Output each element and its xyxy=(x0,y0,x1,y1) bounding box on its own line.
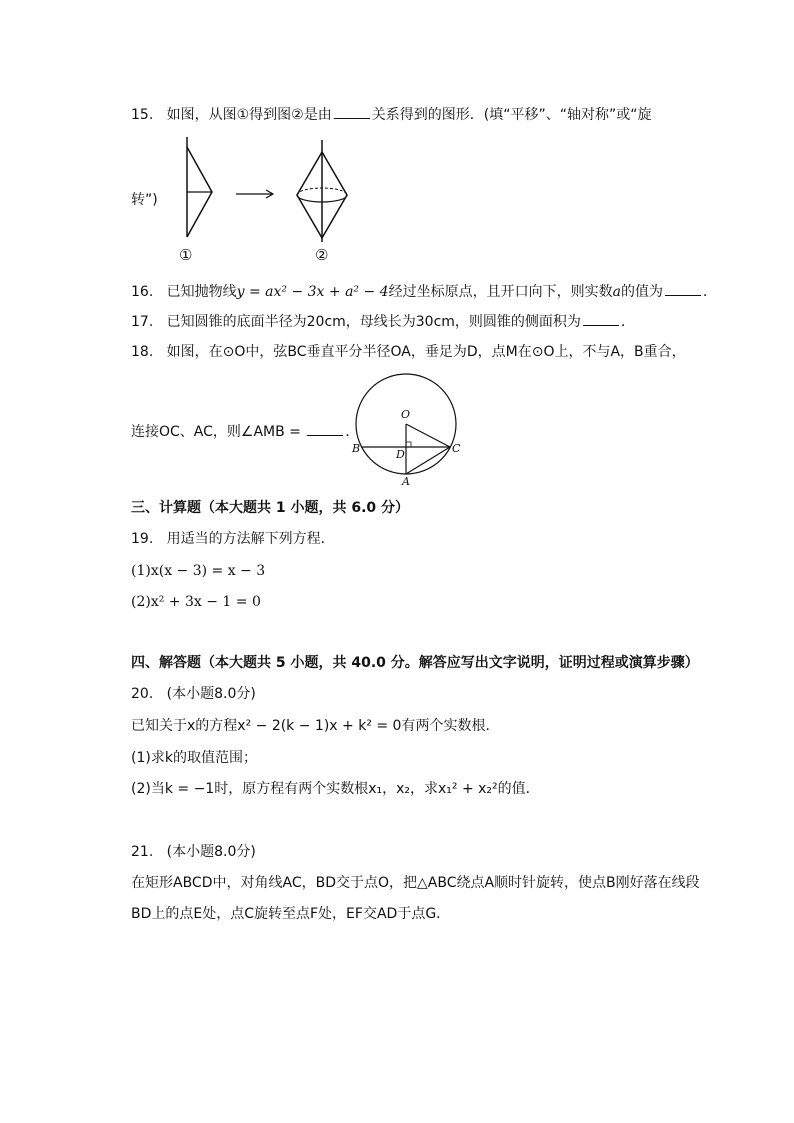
label-b: B xyxy=(352,442,361,455)
label-a: A xyxy=(402,475,410,488)
q20-score: (本小题8.0分) xyxy=(166,686,256,702)
q20-number: 20. xyxy=(131,686,154,702)
q19-line xyxy=(131,529,335,549)
q16-formula: y = ax² − 3x + a² − 4 xyxy=(236,284,389,300)
q15-figure xyxy=(170,132,370,267)
q15-text-b: 关系得到的图形．(填“平移”、“轴对称”或“旋 xyxy=(371,107,652,123)
q21-line1: 在矩形ABCD中，对角线AC，BD交于点O，把△ABC绕点A顺时针旋转，使点B刚好落在线段 xyxy=(131,875,700,891)
q16-answer-blank[interactable] xyxy=(665,281,701,296)
q18-answer-blank[interactable] xyxy=(307,421,343,436)
q15-number: 15. xyxy=(131,107,154,123)
q20-header xyxy=(131,684,256,704)
right-angle-mark xyxy=(406,442,411,447)
segment-oc xyxy=(406,424,450,447)
q18-circle-figure xyxy=(346,368,466,488)
fig1-label: ① xyxy=(179,246,193,264)
q16-text-a: 已知抛物线 xyxy=(166,284,237,300)
section4-heading: 四、解答题（本大题共 5 小题，共 40.0 分。解答应写出文字说明，证明过程或演算步骤） xyxy=(131,655,699,671)
q18-text-b: 连接OC、AC，则∠AMB = xyxy=(131,424,301,440)
q18-line2 xyxy=(131,421,359,442)
q21-line2: BD上的点E处，点C旋转至点F处，EF交AD于点G． xyxy=(131,906,451,922)
q21-score: (本小题8.0分) xyxy=(166,844,256,860)
q18-end: ． xyxy=(345,424,360,440)
q19-text: 用适当的方法解下列方程． xyxy=(166,531,335,547)
q16-number: 16. xyxy=(131,284,154,300)
q19-part1: (1)x(x − 3) = x − 3 xyxy=(131,563,266,579)
q17-number: 17. xyxy=(131,314,154,330)
q21-number: 21. xyxy=(131,844,154,860)
q15-text-a: 如图，从图①得到图②是由 xyxy=(166,107,332,123)
q16-end: ． xyxy=(702,284,717,300)
q15-line1 xyxy=(131,104,651,125)
q20-stem: 已知关于x的方程x² − 2(k − 1)x + k² = 0有两个实数根． xyxy=(131,718,500,734)
q19-number: 19. xyxy=(131,531,154,547)
q16-text-b: 经过坐标原点，且开口向下，则实数 xyxy=(388,284,613,300)
fig2-label: ② xyxy=(315,246,329,264)
label-c: C xyxy=(452,442,461,455)
q18-number: 18. xyxy=(131,344,154,360)
q17-end: ． xyxy=(620,314,635,330)
q16-text-c: 的值为 xyxy=(620,284,663,300)
q17-text: 已知圆锥的底面半径为20cm，母线长为30cm，则圆锥的侧面积为 xyxy=(166,314,581,330)
q17-line xyxy=(131,311,635,332)
label-o: O xyxy=(401,408,411,421)
label-d: D xyxy=(396,448,405,461)
q18-text-a: 如图，在⊙O中，弦BC垂直平分半径OA，垂足为D，点M在⊙O上，不与A，B重合， xyxy=(166,344,686,360)
q15-answer-blank[interactable] xyxy=(334,104,370,119)
q16-line xyxy=(131,281,717,302)
q21-header xyxy=(131,842,256,862)
q20-part1: (1)求k的取值范围； xyxy=(131,750,257,766)
segment-ac xyxy=(406,447,450,474)
q16-var: a xyxy=(612,284,621,300)
q19-part2: (2)x² + 3x − 1 = 0 xyxy=(131,594,261,610)
q18-line1 xyxy=(131,342,686,362)
q15-line2: 转”) xyxy=(131,192,158,208)
q20-part2: (2)当k = −1时，原方程有两个实数根x₁，x₂，求x₁² + x₂²的值． xyxy=(131,781,540,797)
q17-answer-blank[interactable] xyxy=(583,311,619,326)
section3-heading: 三、计算题（本大题共 1 小题，共 6.0 分） xyxy=(131,500,410,516)
